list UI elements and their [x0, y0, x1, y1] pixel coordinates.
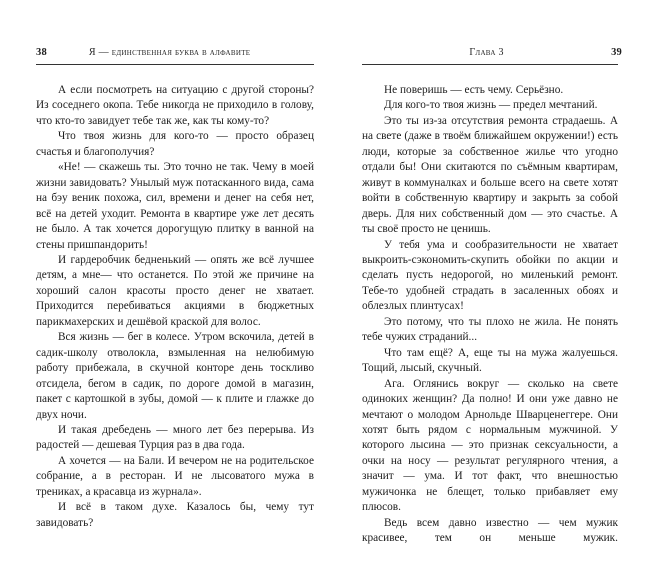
left-page [0, 0, 330, 540]
paragraph: Это ты из-за отсутствия ремонта страдаешь. А на свете (даже в твоём ближайшем окружении!) есть люди, которые за собственное жилье что угодно отдали бы! Они скитаются по съёмным квартирам, живут в коммуналках и больше всего на свете хотят войти в собственную квартиру и закрыть за собой дверь. Для них собственный дом — это счастье. А ты своё просто не ценишь. [362, 114, 618, 236]
paragraph: И всё в таком духе. Казалось бы, чему тут завидовать? [36, 501, 314, 529]
left-page-number: 38 [36, 47, 47, 58]
paragraph: Для кого-то твоя жизнь — предел мечтаний. [384, 99, 598, 112]
left-page-running-title: Я — единственная буква в алфавите [88, 47, 251, 58]
right-page-number: 39 [611, 47, 622, 58]
right-page [330, 0, 655, 545]
left-page-header-rule [36, 64, 314, 65]
paragraph: Это потому, что ты плохо не жила. Не понять тебе чужих страданий... [362, 315, 618, 344]
paragraph: Ведь всем давно известно — чем мужик красивее, тем он меньше мужик. [362, 516, 618, 545]
paragraph: Что там ещё? А, еще ты на мужа жалуешься. Тощий, лысый, скучный. [362, 346, 618, 375]
paragraph: И такая дребедень — много лет без перерыва. Из радостей — дешевая Турция раз в два года. [36, 423, 314, 452]
right-page-text-column [362, 83, 618, 562]
paragraph: Ага. Оглянись вокруг — сколько на свете одиноких женщин? Да полно! И они уже давно не мечтают о молодом Арнольде Шварценеггере. Они хотят быть рядом с нормальным мужчиной. У которого лысина — это признак сексуальности, а очки на носу — результат регулярного чтения, а значит — ума. И тот факт, что внешностью мужичонка не блещет, только прибавляет ему плюсов. [362, 377, 618, 514]
paragraph: А если посмотреть на ситуацию с другой стороны? Из соседнего окопа. Тебе никогда не приходило в голову, что кто-то завидует тебе так же, как ты кому-то? [36, 84, 314, 127]
paragraph: Что твоя жизнь для кого-то — просто образец счастья и благополучия? [36, 130, 314, 158]
right-page-running-title-wrap [362, 47, 611, 58]
paragraph: У тебя ума и сообразительности не хватает выкроить-сэкономить-скупить обойки по акции и сделать пусть недорогой, но миленький ремонт. Тебе-то удобней страдать в засаленных обоях и облезлых плинтусах! [362, 238, 618, 313]
paragraph: Вся жизнь — бег в колесе. Утром вскочила, детей в садик-школу отволокла, взмыленная на нелюбимую работу прибежала, в скучной конторе день тоскливо отсидела, бегом в садик, по дороге домой в магазин, пакет с картошкой в зубы, домой — к плите и глажке до двух ночи. [36, 331, 314, 421]
paragraph: Не поверишь — есть чему. Серьёзно. [384, 84, 564, 96]
left-page-text-column [36, 83, 314, 547]
right-page-running-title: Глава 3 [469, 47, 504, 58]
left-page-running-head [36, 47, 318, 61]
right-page-header-rule [362, 64, 618, 65]
right-page-running-head [362, 47, 622, 61]
paragraph: И гардеробчик бедненький — опять же всё лучшее детям, а мне— что останется. По этой же причине на хороший салон красоты просто денег не хватает. Приходится перебиваться акциями в бюджетных парикмахерских и дешёвой краской для волос. [36, 253, 314, 328]
paragraph: «Не! — скажешь ты. Это точно не так. Чему в моей жизни завидовать? Унылый муж потасканного вида, сама на бэу веник похожа, сил, времени и денег на себя нет, всё на детей уходит. Ремонта в квартире уже лет десять не было. А так хочется дорогущую плитку в ванной на стены пришпандорить! [36, 161, 314, 251]
paragraph: А хочется — на Бали. И вечером не на родительское собрание, а в ресторан. И не лысоватого мужа в трениках, а красавца из журнала». [36, 454, 314, 498]
